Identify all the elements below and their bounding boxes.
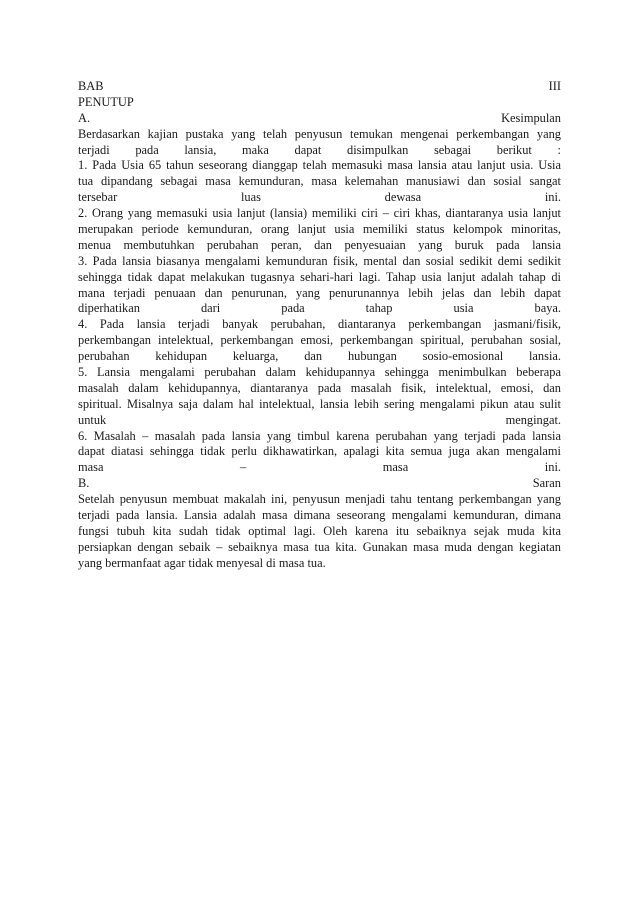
- text-line: fungsi tubuh kita sudah tidak optimal lagi. Oleh karena itu sebaiknya sejak muda kita: [78, 523, 561, 538]
- document-body: [78, 79, 561, 572]
- text-line: spiritual. Misalnya saja dalam hal intelektual, lansia lebih sering mengalami pikun atau sulit: [78, 396, 561, 411]
- text-line: 1. Pada Usia 65 tahun seseorang dianggap telah memasuki masa lansia atau lanjut usia. Usia: [78, 158, 561, 173]
- text-line: persiapkan dengan sebaik – sebaiknya masa tua kita. Gunakan masa muda dengan kegiatan: [78, 539, 561, 554]
- text-line: Berdasarkan kajian pustaka yang telah penyusun temukan mengenai perkembangan yang: [78, 126, 561, 141]
- text-line: untuk mengingat.: [78, 412, 561, 427]
- text-line: tersebar luas dewasa ini.: [78, 190, 561, 205]
- text-line: perkembangan intelektual, perkembangan emosi, perkembangan spiritual, perubahan sosial,: [78, 333, 561, 348]
- text-line: 6. Masalah – masalah pada lansia yang timbul karena perubahan yang terjadi pada lansia: [78, 428, 561, 443]
- text-line: merupakan periode kemunduran, orang lanjut usia memiliki status kelompok minoritas,: [78, 222, 561, 237]
- text-line: A. Kesimpulan: [78, 110, 561, 125]
- text-line: diperhatikan dari pada tahap usia baya.: [78, 301, 561, 316]
- text-line: 4. Pada lansia terjadi banyak perubahan, diantaranya perkembangan jasmani/fisik,: [78, 317, 561, 332]
- text-line: masalah dalam kehidupannya, diantaranya pada masalah fisik, intelektual, emosi, dan: [78, 380, 561, 395]
- text-line: tua dipandang sebagai masa kemunduran, masa kelemahan manusiawi dan sosial sangat: [78, 174, 561, 189]
- text-line: sehingga tidak dapat melakukan tugasnya sehari-hari lagi. Tahap usia lanjut adalah tahap di: [78, 269, 561, 284]
- text-line: terjadi pada lansia, maka dapat disimpulkan sebagai berikut :: [78, 142, 561, 157]
- text-line: dapat diatasi sehingga tidak perlu dikhawatirkan, apalagi kita semua juga akan mengalami: [78, 444, 561, 459]
- text-line: terjadi pada lansia. Lansia adalah masa dimana seseorang mengalami kemunduran, dimana: [78, 508, 561, 523]
- text-line: Setelah penyusun membuat makalah ini, penyusun menjadi tahu tentang perkembangan yang: [78, 492, 561, 507]
- text-line: B. Saran: [78, 476, 561, 491]
- text-line: masa – masa ini.: [78, 460, 561, 475]
- text-line: PENUTUP: [78, 94, 134, 109]
- text-line: BAB III: [78, 79, 561, 93]
- text-line: yang bermanfaat agar tidak menyesal di masa tua.: [78, 555, 326, 570]
- text-line: mana terjadi penuaan dan penurunan, yang penurunannya lebih jelas dan lebih dapat: [78, 285, 561, 300]
- text-line: menua membutuhkan perubahan peran, dan penyesuaian yang buruk pada lansia: [78, 237, 561, 252]
- text-line: 3. Pada lansia biasanya mengalami kemunduran fisik, mental dan sosial sedikit demi sedikit: [78, 253, 561, 268]
- text-line: perubahan kehidupan keluarga, dan hubungan sosio-emosional lansia.: [78, 349, 561, 364]
- text-line: 5. Lansia mengalami perubahan dalam kehidupannya sehingga menimbulkan beberapa: [78, 365, 561, 380]
- text-line: 2. Orang yang memasuki usia lanjut (lansia) memiliki ciri – ciri khas, diantaranya usia lanjut: [78, 206, 561, 221]
